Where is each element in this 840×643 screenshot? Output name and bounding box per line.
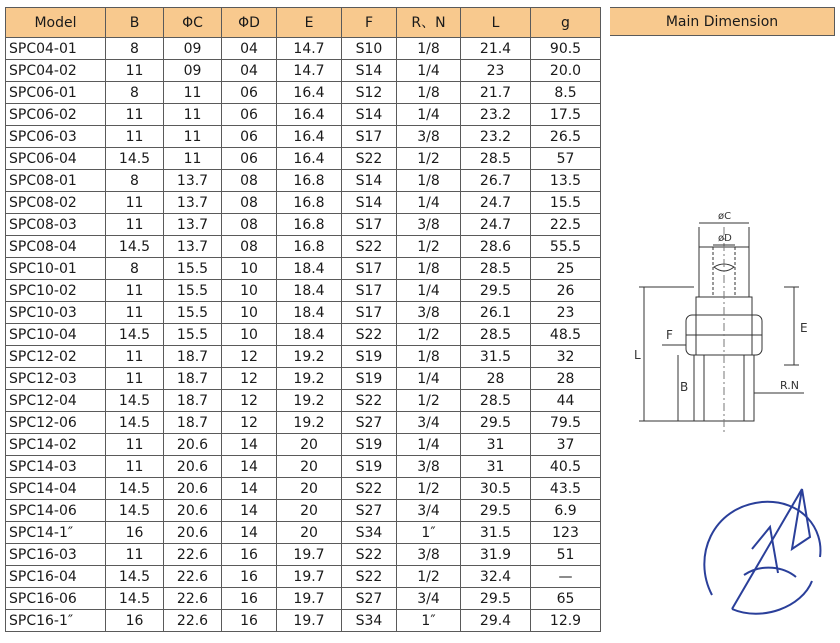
cell-l: 28.6 — [461, 236, 531, 258]
cell-phi-c: 11 — [164, 82, 222, 104]
cell-phi-d: 16 — [222, 566, 277, 588]
cell-phi-c: 22.6 — [164, 566, 222, 588]
cell-g: 90.5 — [531, 38, 601, 60]
b-label: B — [680, 380, 689, 394]
table-row — [6, 544, 601, 566]
cell-g: 65 — [531, 588, 601, 610]
cell-phi-d: 10 — [222, 258, 277, 280]
cell-b: 11 — [106, 456, 164, 478]
cell-f: S19 — [342, 456, 397, 478]
cell-l: 29.5 — [461, 588, 531, 610]
cell-phi-d: 04 — [222, 38, 277, 60]
cell-phi-d: 10 — [222, 302, 277, 324]
cell-rn: 3/4 — [397, 412, 461, 434]
cell-model: SPC08-01 — [6, 170, 106, 192]
cell-f: S14 — [342, 192, 397, 214]
cell-phi-c: 13.7 — [164, 192, 222, 214]
table-row — [6, 324, 601, 346]
cell-g: 12.9 — [531, 610, 601, 632]
cell-l: 29.5 — [461, 280, 531, 302]
cell-b: 11 — [106, 192, 164, 214]
cell-l: 30.5 — [461, 478, 531, 500]
cell-model: SPC14-03 — [6, 456, 106, 478]
cell-phi-d: 14 — [222, 434, 277, 456]
cell-phi-d: 10 — [222, 324, 277, 346]
cell-g: 32 — [531, 346, 601, 368]
cell-phi-d: 14 — [222, 522, 277, 544]
cell-rn: 3/8 — [397, 456, 461, 478]
table-row — [6, 82, 601, 104]
cell-f: S10 — [342, 38, 397, 60]
table-row — [6, 302, 601, 324]
cell-phi-c: 20.6 — [164, 500, 222, 522]
cell-f: S17 — [342, 258, 397, 280]
fitting-dimension-drawing — [634, 197, 834, 437]
cell-g: 13.5 — [531, 170, 601, 192]
table-row — [6, 588, 601, 610]
cell-phi-d: 16 — [222, 544, 277, 566]
cell-rn: 3/8 — [397, 544, 461, 566]
cell-rn: 1/4 — [397, 368, 461, 390]
cell-e: 16.8 — [277, 192, 342, 214]
cell-l: 21.4 — [461, 38, 531, 60]
cell-rn: 3/4 — [397, 588, 461, 610]
cell-model: SPC12-02 — [6, 346, 106, 368]
cell-phi-c: 13.7 — [164, 170, 222, 192]
cell-b: 11 — [106, 368, 164, 390]
table-row — [6, 258, 601, 280]
cell-rn: 1/2 — [397, 236, 461, 258]
cell-phi-c: 11 — [164, 104, 222, 126]
cell-e: 18.4 — [277, 324, 342, 346]
cell-e: 16.4 — [277, 82, 342, 104]
cell-g: 44 — [531, 390, 601, 412]
cell-rn: 3/8 — [397, 302, 461, 324]
cell-rn: 1/8 — [397, 170, 461, 192]
cell-l: 29.5 — [461, 500, 531, 522]
cell-rn: 1/4 — [397, 192, 461, 214]
cell-f: S22 — [342, 390, 397, 412]
table-row — [6, 60, 601, 82]
cell-b: 14.5 — [106, 324, 164, 346]
cell-l: 31 — [461, 434, 531, 456]
cell-e: 19.2 — [277, 346, 342, 368]
cell-l: 28.5 — [461, 390, 531, 412]
cell-g: 123 — [531, 522, 601, 544]
cell-rn: 1/2 — [397, 324, 461, 346]
cell-rn: 1/8 — [397, 258, 461, 280]
cell-model: SPC08-03 — [6, 214, 106, 236]
cell-e: 19.7 — [277, 610, 342, 632]
cell-phi-c: 15.5 — [164, 258, 222, 280]
cell-f: S22 — [342, 478, 397, 500]
cell-model: SPC14-1″ — [6, 522, 106, 544]
e-label: E — [800, 321, 808, 335]
col-header-e: E — [277, 8, 342, 38]
cell-phi-c: 20.6 — [164, 522, 222, 544]
cell-model: SPC06-03 — [6, 126, 106, 148]
cell-b: 11 — [106, 346, 164, 368]
table-row — [6, 280, 601, 302]
cell-b: 11 — [106, 434, 164, 456]
cell-b: 14.5 — [106, 236, 164, 258]
cell-model: SPC14-06 — [6, 500, 106, 522]
cell-g: 6.9 — [531, 500, 601, 522]
cell-l: 32.4 — [461, 566, 531, 588]
cell-b: 14.5 — [106, 478, 164, 500]
cell-f: S12 — [342, 82, 397, 104]
cell-model: SPC12-03 — [6, 368, 106, 390]
cell-f: S19 — [342, 368, 397, 390]
cell-g: 55.5 — [531, 236, 601, 258]
cell-b: 8 — [106, 170, 164, 192]
spec-sheet — [5, 7, 835, 637]
cell-phi-c: 18.7 — [164, 368, 222, 390]
dimension-table — [5, 7, 601, 632]
cell-rn: 1/2 — [397, 478, 461, 500]
cell-phi-d: 10 — [222, 280, 277, 302]
cell-e: 19.7 — [277, 566, 342, 588]
cell-rn: 3/8 — [397, 126, 461, 148]
cell-l: 26.7 — [461, 170, 531, 192]
cell-model: SPC16-03 — [6, 544, 106, 566]
table-row — [6, 368, 601, 390]
table-row — [6, 412, 601, 434]
cell-model: SPC04-01 — [6, 38, 106, 60]
col-header-rn: R、N — [397, 8, 461, 38]
cell-e: 16.8 — [277, 214, 342, 236]
cell-phi-d: 08 — [222, 192, 277, 214]
cell-l: 29.4 — [461, 610, 531, 632]
cell-l: 29.5 — [461, 412, 531, 434]
cell-e: 20 — [277, 500, 342, 522]
cell-model: SPC14-02 — [6, 434, 106, 456]
cell-e: 19.7 — [277, 588, 342, 610]
cell-rn: 1/2 — [397, 390, 461, 412]
cell-model: SPC10-01 — [6, 258, 106, 280]
cell-phi-c: 15.5 — [164, 302, 222, 324]
cell-phi-c: 18.7 — [164, 412, 222, 434]
cell-f: S27 — [342, 500, 397, 522]
col-header-phi-c: ΦC — [164, 8, 222, 38]
cell-phi-d: 12 — [222, 368, 277, 390]
cell-e: 18.4 — [277, 258, 342, 280]
cell-f: S22 — [342, 236, 397, 258]
f-label: F — [666, 328, 673, 342]
cell-l: 28.5 — [461, 148, 531, 170]
cell-b: 8 — [106, 258, 164, 280]
cell-phi-d: 12 — [222, 390, 277, 412]
cell-g: 20.0 — [531, 60, 601, 82]
cell-e: 20 — [277, 522, 342, 544]
table-row — [6, 390, 601, 412]
cell-model: SPC10-03 — [6, 302, 106, 324]
cell-g: 22.5 — [531, 214, 601, 236]
cell-rn: 1/2 — [397, 148, 461, 170]
cell-b: 8 — [106, 82, 164, 104]
phi-c-label: øC — [718, 211, 732, 222]
cell-rn: 1″ — [397, 522, 461, 544]
cell-b: 11 — [106, 544, 164, 566]
cell-rn: 1/8 — [397, 38, 461, 60]
cell-l: 23.2 — [461, 104, 531, 126]
cell-e: 14.7 — [277, 38, 342, 60]
cell-model: SPC08-04 — [6, 236, 106, 258]
col-header-g: g — [531, 8, 601, 38]
cell-g: 48.5 — [531, 324, 601, 346]
cell-g: — — [531, 566, 601, 588]
cell-model: SPC16-1″ — [6, 610, 106, 632]
cell-l: 23.2 — [461, 126, 531, 148]
cell-model: SPC14-04 — [6, 478, 106, 500]
cell-f: S17 — [342, 302, 397, 324]
col-header-l: L — [461, 8, 531, 38]
cell-b: 11 — [106, 214, 164, 236]
col-header-phi-d: ΦD — [222, 8, 277, 38]
rn-label: R.N — [780, 379, 799, 392]
table-row — [6, 522, 601, 544]
cell-b: 14.5 — [106, 412, 164, 434]
cell-e: 20 — [277, 478, 342, 500]
cell-g: 26 — [531, 280, 601, 302]
cell-phi-c: 20.6 — [164, 478, 222, 500]
cell-phi-c: 20.6 — [164, 434, 222, 456]
cell-b: 11 — [106, 104, 164, 126]
cell-e: 16.8 — [277, 170, 342, 192]
cell-g: 40.5 — [531, 456, 601, 478]
cell-phi-d: 06 — [222, 126, 277, 148]
cell-l: 24.7 — [461, 192, 531, 214]
cell-phi-d: 08 — [222, 236, 277, 258]
cell-model: SPC06-01 — [6, 82, 106, 104]
cell-g: 17.5 — [531, 104, 601, 126]
cell-l: 28.5 — [461, 324, 531, 346]
cell-f: S17 — [342, 126, 397, 148]
cell-b: 14.5 — [106, 148, 164, 170]
cell-phi-c: 22.6 — [164, 588, 222, 610]
cell-rn: 1″ — [397, 610, 461, 632]
table-row — [6, 566, 601, 588]
cell-model: SPC06-02 — [6, 104, 106, 126]
cell-l: 26.1 — [461, 302, 531, 324]
table-row — [6, 500, 601, 522]
cell-f: S22 — [342, 566, 397, 588]
cell-b: 11 — [106, 126, 164, 148]
col-header-model: Model — [6, 8, 106, 38]
cell-model: SPC12-06 — [6, 412, 106, 434]
table-row — [6, 38, 601, 60]
cell-phi-d: 04 — [222, 60, 277, 82]
cell-phi-c: 15.5 — [164, 280, 222, 302]
cell-f: S19 — [342, 346, 397, 368]
cell-l: 23 — [461, 60, 531, 82]
cell-phi-d: 06 — [222, 82, 277, 104]
cell-f: S17 — [342, 280, 397, 302]
cell-b: 16 — [106, 522, 164, 544]
cell-b: 14.5 — [106, 588, 164, 610]
cell-phi-d: 08 — [222, 214, 277, 236]
cell-phi-d: 06 — [222, 104, 277, 126]
cell-phi-d: 16 — [222, 588, 277, 610]
cell-rn: 1/2 — [397, 566, 461, 588]
cell-model: SPC16-06 — [6, 588, 106, 610]
cell-b: 14.5 — [106, 500, 164, 522]
cell-phi-d: 06 — [222, 148, 277, 170]
cell-g: 79.5 — [531, 412, 601, 434]
cell-l: 31.9 — [461, 544, 531, 566]
cell-phi-c: 15.5 — [164, 324, 222, 346]
cell-phi-c: 11 — [164, 148, 222, 170]
cell-f: S22 — [342, 148, 397, 170]
cell-phi-c: 09 — [164, 60, 222, 82]
cell-l: 28.5 — [461, 258, 531, 280]
cell-phi-c: 11 — [164, 126, 222, 148]
table-row — [6, 478, 601, 500]
cell-rn: 1/4 — [397, 104, 461, 126]
cell-phi-c: 13.7 — [164, 214, 222, 236]
cell-phi-c: 09 — [164, 38, 222, 60]
cell-f: S14 — [342, 104, 397, 126]
table-row — [6, 610, 601, 632]
cell-e: 18.4 — [277, 280, 342, 302]
cell-rn: 1/4 — [397, 434, 461, 456]
cell-g: 25 — [531, 258, 601, 280]
cell-e: 16.4 — [277, 104, 342, 126]
cell-phi-c: 13.7 — [164, 236, 222, 258]
cell-l: 28 — [461, 368, 531, 390]
cell-g: 57 — [531, 148, 601, 170]
cell-phi-c: 22.6 — [164, 544, 222, 566]
phi-d-label: øD — [718, 233, 732, 244]
cell-f: S14 — [342, 60, 397, 82]
cell-e: 16.4 — [277, 148, 342, 170]
cell-b: 11 — [106, 60, 164, 82]
cell-model: SPC10-04 — [6, 324, 106, 346]
cell-g: 23 — [531, 302, 601, 324]
table-row — [6, 236, 601, 258]
cell-phi-d: 16 — [222, 610, 277, 632]
cell-b: 16 — [106, 610, 164, 632]
cell-phi-d: 12 — [222, 412, 277, 434]
cell-model: SPC08-02 — [6, 192, 106, 214]
cell-f: S34 — [342, 610, 397, 632]
col-header-f: F — [342, 8, 397, 38]
cell-f: S34 — [342, 522, 397, 544]
table-row — [6, 346, 601, 368]
table-row — [6, 214, 601, 236]
cell-phi-c: 18.7 — [164, 346, 222, 368]
cell-model: SPC10-02 — [6, 280, 106, 302]
cell-phi-c: 20.6 — [164, 456, 222, 478]
cell-phi-c: 22.6 — [164, 610, 222, 632]
cell-phi-d: 14 — [222, 456, 277, 478]
table-row — [6, 456, 601, 478]
cell-b: 14.5 — [106, 566, 164, 588]
cell-model: SPC12-04 — [6, 390, 106, 412]
main-dimension-header: Main Dimension — [610, 7, 835, 36]
cell-rn: 1/8 — [397, 82, 461, 104]
cell-g: 28 — [531, 368, 601, 390]
cell-e: 19.2 — [277, 390, 342, 412]
cell-phi-d: 14 — [222, 500, 277, 522]
cell-f: S22 — [342, 544, 397, 566]
cell-e: 19.7 — [277, 544, 342, 566]
cell-g: 51 — [531, 544, 601, 566]
cell-rn: 1/8 — [397, 346, 461, 368]
header-row — [6, 8, 601, 38]
cell-model: SPC06-04 — [6, 148, 106, 170]
cell-model: SPC04-02 — [6, 60, 106, 82]
cell-b: 11 — [106, 302, 164, 324]
cell-l: 24.7 — [461, 214, 531, 236]
table-row — [6, 104, 601, 126]
cell-model: SPC16-04 — [6, 566, 106, 588]
cell-phi-d: 12 — [222, 346, 277, 368]
cell-l: 21.7 — [461, 82, 531, 104]
cell-b: 8 — [106, 38, 164, 60]
cell-f: S27 — [342, 588, 397, 610]
cell-g: 15.5 — [531, 192, 601, 214]
cell-rn: 1/4 — [397, 60, 461, 82]
cell-l: 31.5 — [461, 346, 531, 368]
cell-rn: 3/8 — [397, 214, 461, 236]
table-row — [6, 192, 601, 214]
cell-e: 20 — [277, 434, 342, 456]
cell-e: 16.8 — [277, 236, 342, 258]
cell-e: 14.7 — [277, 60, 342, 82]
cell-l: 31 — [461, 456, 531, 478]
cell-e: 19.2 — [277, 412, 342, 434]
main-dimension-panel — [610, 7, 835, 637]
cell-f: S27 — [342, 412, 397, 434]
cell-rn: 3/4 — [397, 500, 461, 522]
cell-g: 43.5 — [531, 478, 601, 500]
cell-l: 31.5 — [461, 522, 531, 544]
table-row — [6, 148, 601, 170]
cell-e: 16.4 — [277, 126, 342, 148]
cell-phi-d: 08 — [222, 170, 277, 192]
cell-b: 11 — [106, 280, 164, 302]
cell-e: 20 — [277, 456, 342, 478]
cell-e: 18.4 — [277, 302, 342, 324]
cell-e: 19.2 — [277, 368, 342, 390]
brand-logo-icon — [692, 477, 832, 627]
cell-g: 26.5 — [531, 126, 601, 148]
cell-g: 8.5 — [531, 82, 601, 104]
cell-rn: 1/4 — [397, 280, 461, 302]
col-header-b: B — [106, 8, 164, 38]
cell-b: 14.5 — [106, 390, 164, 412]
l-label: L — [634, 348, 641, 362]
cell-phi-c: 18.7 — [164, 390, 222, 412]
cell-phi-d: 14 — [222, 478, 277, 500]
cell-f: S14 — [342, 170, 397, 192]
table-row — [6, 170, 601, 192]
cell-f: S19 — [342, 434, 397, 456]
cell-f: S17 — [342, 214, 397, 236]
cell-f: S22 — [342, 324, 397, 346]
table-row — [6, 434, 601, 456]
table-row — [6, 126, 601, 148]
cell-g: 37 — [531, 434, 601, 456]
